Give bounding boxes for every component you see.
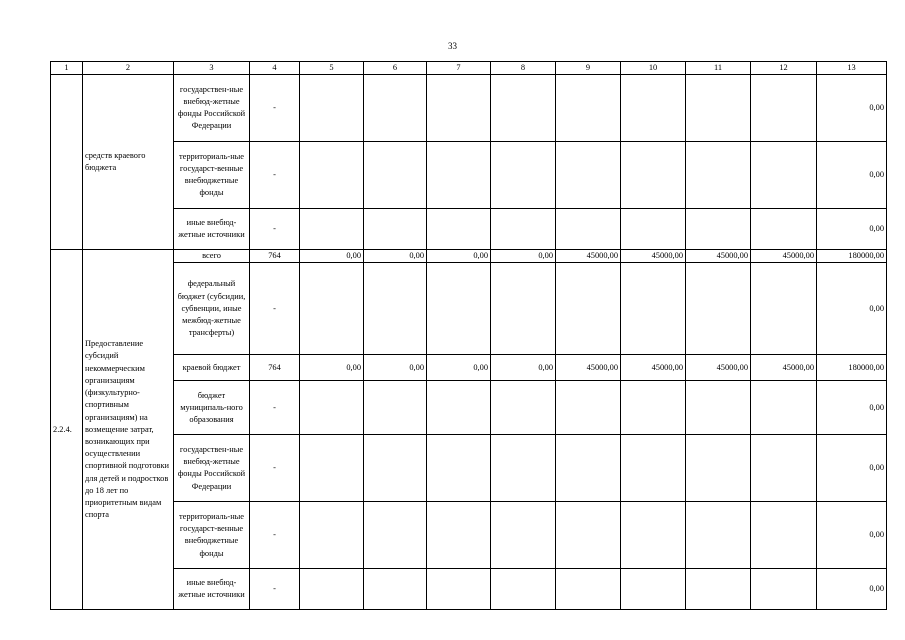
column-number: 11 [686,62,751,75]
value-cell [621,502,686,569]
value-cell [686,569,751,610]
value-cell [686,75,751,142]
funding-source: иные внебюд-жетные источники [174,569,250,610]
table-row [51,569,887,610]
value-cell [621,75,686,142]
column-number: 6 [364,62,427,75]
column-number: 8 [491,62,556,75]
value-cell [686,502,751,569]
value-cell [300,263,364,355]
column-number: 1 [51,62,83,75]
value-cell: 0,00 [364,355,427,381]
column-number: 5 [300,62,364,75]
total-cell: 0,00 [817,75,887,142]
column-number: 2 [83,62,174,75]
column-number: 4 [250,62,300,75]
value-cell: 45000,00 [686,250,751,263]
table-row [51,502,887,569]
funding-source: государствен-ные внебюд-жетные фонды Российской Федерации [174,435,250,502]
funding-source: территориаль-ные государст-венные внебюджетные фонды [174,502,250,569]
value-cell [491,435,556,502]
column-number: 13 [817,62,887,75]
value-cell [364,569,427,610]
value-cell [491,381,556,435]
value-cell [621,263,686,355]
column-number: 3 [174,62,250,75]
value-cell: 45000,00 [556,250,621,263]
value-cell [300,569,364,610]
value-cell [491,75,556,142]
value-cell [491,142,556,209]
value-cell [300,381,364,435]
value-cell [427,263,491,355]
value-cell [427,142,491,209]
value-cell [364,263,427,355]
value-cell: 0,00 [300,250,364,263]
value-cell [686,263,751,355]
code-cell: - [250,569,300,610]
value-cell [491,263,556,355]
item-name: Предоставление субсидий некоммерческим организациям (физкультурно-спортивным организациям) на возмещение затрат, возникающих при осуществлении спортивной подготовки для детей и подростков до 18 лет по приоритетным видам спорта [83,250,174,610]
code-cell: 764 [250,355,300,381]
value-cell [556,569,621,610]
total-cell: 180000,00 [817,250,887,263]
value-cell [556,75,621,142]
value-cell: 45000,00 [621,250,686,263]
value-cell [364,502,427,569]
code-cell: - [250,263,300,355]
table-row [51,381,887,435]
value-cell [300,435,364,502]
table-row [51,250,887,263]
value-cell [300,502,364,569]
value-cell [300,142,364,209]
table-row [51,263,887,355]
value-cell [364,381,427,435]
value-cell: 0,00 [427,355,491,381]
value-cell: 45000,00 [556,355,621,381]
value-cell [686,435,751,502]
value-cell [621,381,686,435]
funding-source: государствен-ные внебюд-жетные фонды Российской Федерации [174,75,250,142]
value-cell [556,435,621,502]
column-number: 10 [621,62,686,75]
value-cell: 45000,00 [751,355,817,381]
value-cell [491,209,556,250]
total-cell: 0,00 [817,502,887,569]
item-index-cell [51,75,83,250]
funding-source: бюджет муниципаль-ного образования [174,381,250,435]
value-cell [686,209,751,250]
value-cell [364,75,427,142]
value-cell [427,435,491,502]
value-cell [427,75,491,142]
value-cell [751,209,817,250]
value-cell [364,209,427,250]
value-cell [751,75,817,142]
total-cell: 0,00 [817,381,887,435]
value-cell [427,502,491,569]
column-number: 9 [556,62,621,75]
table-row [51,209,887,250]
value-cell: 0,00 [364,250,427,263]
code-cell: 764 [250,250,300,263]
total-cell: 0,00 [817,142,887,209]
value-cell [621,142,686,209]
table-row [51,75,887,142]
total-cell: 0,00 [817,569,887,610]
value-cell [751,569,817,610]
funding-source: иные внебюд-жетные источники [174,209,250,250]
value-cell [751,435,817,502]
value-cell: 0,00 [427,250,491,263]
value-cell: 45000,00 [621,355,686,381]
value-cell: 0,00 [491,355,556,381]
value-cell: 45000,00 [751,250,817,263]
value-cell [621,569,686,610]
value-cell [556,381,621,435]
value-cell [491,502,556,569]
column-number-row [51,62,887,75]
value-cell [300,75,364,142]
item-name: средств краевого бюджета [83,75,174,250]
value-cell [300,209,364,250]
value-cell [364,435,427,502]
value-cell [556,502,621,569]
table-row [51,142,887,209]
total-cell: 180000,00 [817,355,887,381]
value-cell [621,209,686,250]
value-cell [427,381,491,435]
value-cell [751,142,817,209]
page-number: 33 [448,41,457,51]
code-cell: - [250,209,300,250]
value-cell [427,569,491,610]
column-number: 7 [427,62,491,75]
value-cell [751,502,817,569]
value-cell [621,435,686,502]
code-cell: - [250,435,300,502]
table-row [51,355,887,381]
code-cell: - [250,75,300,142]
value-cell [751,381,817,435]
value-cell [364,142,427,209]
funding-source: всего [174,250,250,263]
table-row [51,435,887,502]
total-cell: 0,00 [817,209,887,250]
funding-source: федеральный бюджет (субсидии, субвенции, иные межбюд-жетные трансферты) [174,263,250,355]
value-cell: 45000,00 [686,355,751,381]
value-cell [686,142,751,209]
total-cell: 0,00 [817,435,887,502]
value-cell: 0,00 [300,355,364,381]
value-cell [556,142,621,209]
column-number: 12 [751,62,817,75]
code-cell: - [250,381,300,435]
item-index: 2.2.4. [51,250,83,610]
value-cell [491,569,556,610]
value-cell: 0,00 [491,250,556,263]
funding-source: краевой бюджет [174,355,250,381]
total-cell: 0,00 [817,263,887,355]
funding-source: территориаль-ные государст-венные внебюджетные фонды [174,142,250,209]
code-cell: - [250,502,300,569]
value-cell [427,209,491,250]
value-cell [751,263,817,355]
budget-table [50,61,887,610]
value-cell [686,381,751,435]
value-cell [556,263,621,355]
value-cell [556,209,621,250]
code-cell: - [250,142,300,209]
